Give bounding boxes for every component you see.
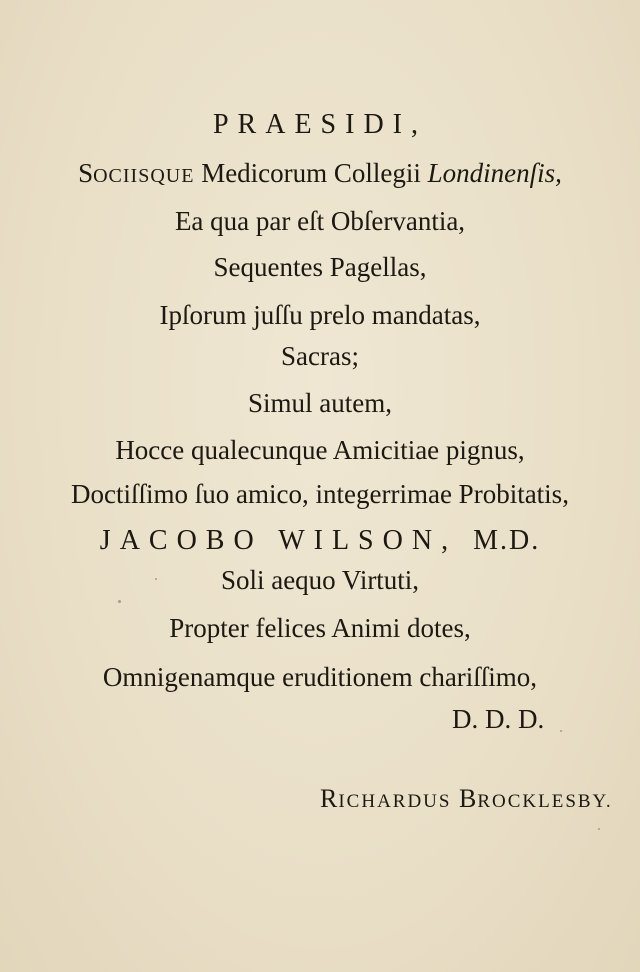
signature bbox=[320, 782, 613, 819]
signature-last-small: ROCKLESBY. bbox=[477, 791, 613, 812]
dedication-line-probitatis bbox=[0, 477, 640, 511]
dedication-line-mandatas bbox=[0, 298, 640, 332]
dedication-line-eruditionem bbox=[0, 660, 640, 694]
dedication-line-pagellas bbox=[0, 250, 640, 284]
line9-text: Doctiſſimo ſuo amico, integerrimae Probitatis, bbox=[71, 479, 569, 509]
honoree-name: JACOBO WILSON, bbox=[99, 525, 458, 556]
line5-text: Ipſorum juſſu prelo mandatas, bbox=[159, 300, 481, 330]
paper-speck bbox=[598, 828, 600, 830]
dedication-line-virtuti bbox=[0, 563, 640, 597]
paper-speck bbox=[560, 730, 562, 732]
signature-first-cap: R bbox=[320, 784, 339, 813]
dedication-name-line bbox=[0, 524, 640, 558]
closing-text: D. D. D. bbox=[452, 704, 545, 734]
line12-text: Propter felices Animi dotes, bbox=[169, 613, 471, 643]
line7-text: Simul autem, bbox=[248, 388, 392, 418]
line8-text: Hocce qualecunque Amicitiae pignus, bbox=[115, 435, 525, 465]
dedication-line-sacras bbox=[0, 339, 640, 373]
paper-speck bbox=[155, 578, 157, 580]
dedication-line-observantia bbox=[0, 204, 640, 238]
line2-cap: S bbox=[78, 158, 94, 188]
line2-italic: Londinenſis, bbox=[427, 158, 562, 188]
dedication-line-collegii bbox=[0, 156, 640, 193]
signature-first-small: ICHARDUS bbox=[338, 791, 452, 812]
signature-last-cap: B bbox=[458, 784, 478, 813]
dedication-title bbox=[0, 108, 640, 142]
line2-rest: Medicorum Collegii bbox=[194, 158, 428, 188]
line11-text: Soli aequo Virtuti, bbox=[220, 565, 420, 595]
title-text: PRAESIDI, bbox=[212, 109, 427, 140]
dedication-line-amicitiae bbox=[0, 433, 640, 467]
line4-text: Sequentes Pagellas, bbox=[213, 252, 427, 282]
line3-text: Ea qua par eſt Obſervantia, bbox=[174, 206, 466, 236]
honoree-suffix: M.D. bbox=[473, 525, 541, 556]
dedication-line-dotes bbox=[0, 611, 640, 645]
dedication-line-simul bbox=[0, 386, 640, 420]
line13-text: Omnigenamque eruditionem chariſſimo, bbox=[102, 662, 538, 692]
dedication-closing bbox=[452, 702, 544, 736]
line2-small: OCIISQUE bbox=[93, 165, 195, 187]
paper-speck bbox=[118, 600, 121, 603]
line6-text: Sacras; bbox=[281, 341, 359, 371]
